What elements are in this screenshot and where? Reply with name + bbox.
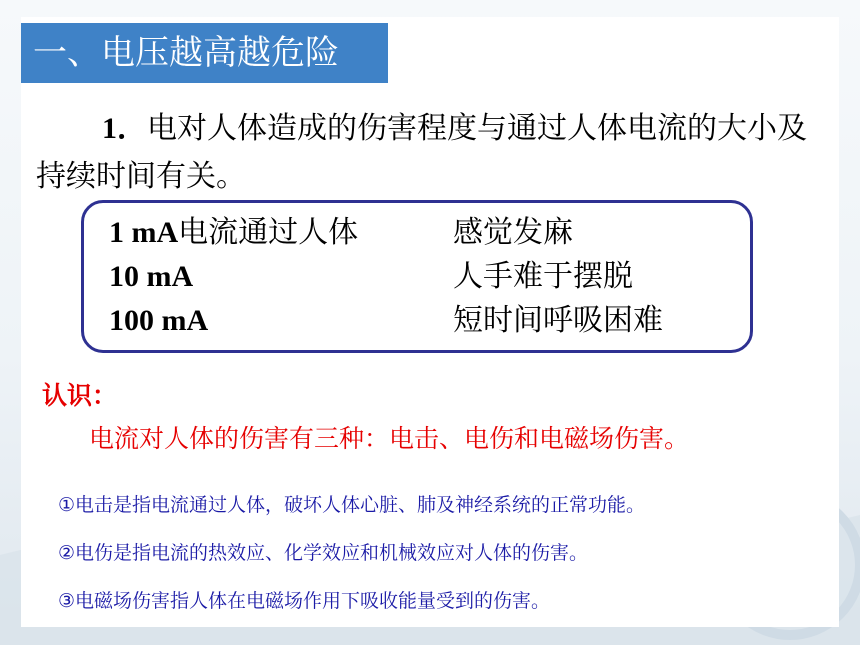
slide-content xyxy=(21,17,839,627)
current-condition: 电流通过人体 xyxy=(178,215,359,250)
title-banner xyxy=(21,23,388,83)
point-item: ①电击是指电流通过人体，破坏人体心脏、肺及神经系统的正常功能。 xyxy=(58,494,646,516)
summary-text: 电流对人体的伤害有三种：电击、电伤和电磁场伤害。 xyxy=(89,424,690,453)
current-amount: 1 mA xyxy=(109,216,179,249)
point-item: ②电伤是指电流的热效应、化学效应和机械效应对人体的伤害。 xyxy=(58,542,589,564)
current-amount: 10 mA xyxy=(109,260,194,293)
current-effect: 短时间呼吸困难 xyxy=(453,303,663,338)
current-amount: 100 mA xyxy=(109,304,209,337)
current-effect: 人手难于摆脱 xyxy=(453,259,633,294)
intro-number: 1． xyxy=(102,112,147,145)
current-effects-box xyxy=(81,200,753,353)
point-item: ③电磁场伤害指人体在电磁场作用下吸收能量受到的伤害。 xyxy=(58,590,551,612)
recognition-label: 认识： xyxy=(42,381,118,410)
intro-paragraph xyxy=(36,105,826,201)
current-effect: 感觉发麻 xyxy=(453,215,573,250)
slide-title: 一、电压越高越危险 xyxy=(33,33,339,73)
intro-text: 电对人体造成的伤害程度与通过人体电流的大小及持续时间有关。 xyxy=(36,111,807,194)
